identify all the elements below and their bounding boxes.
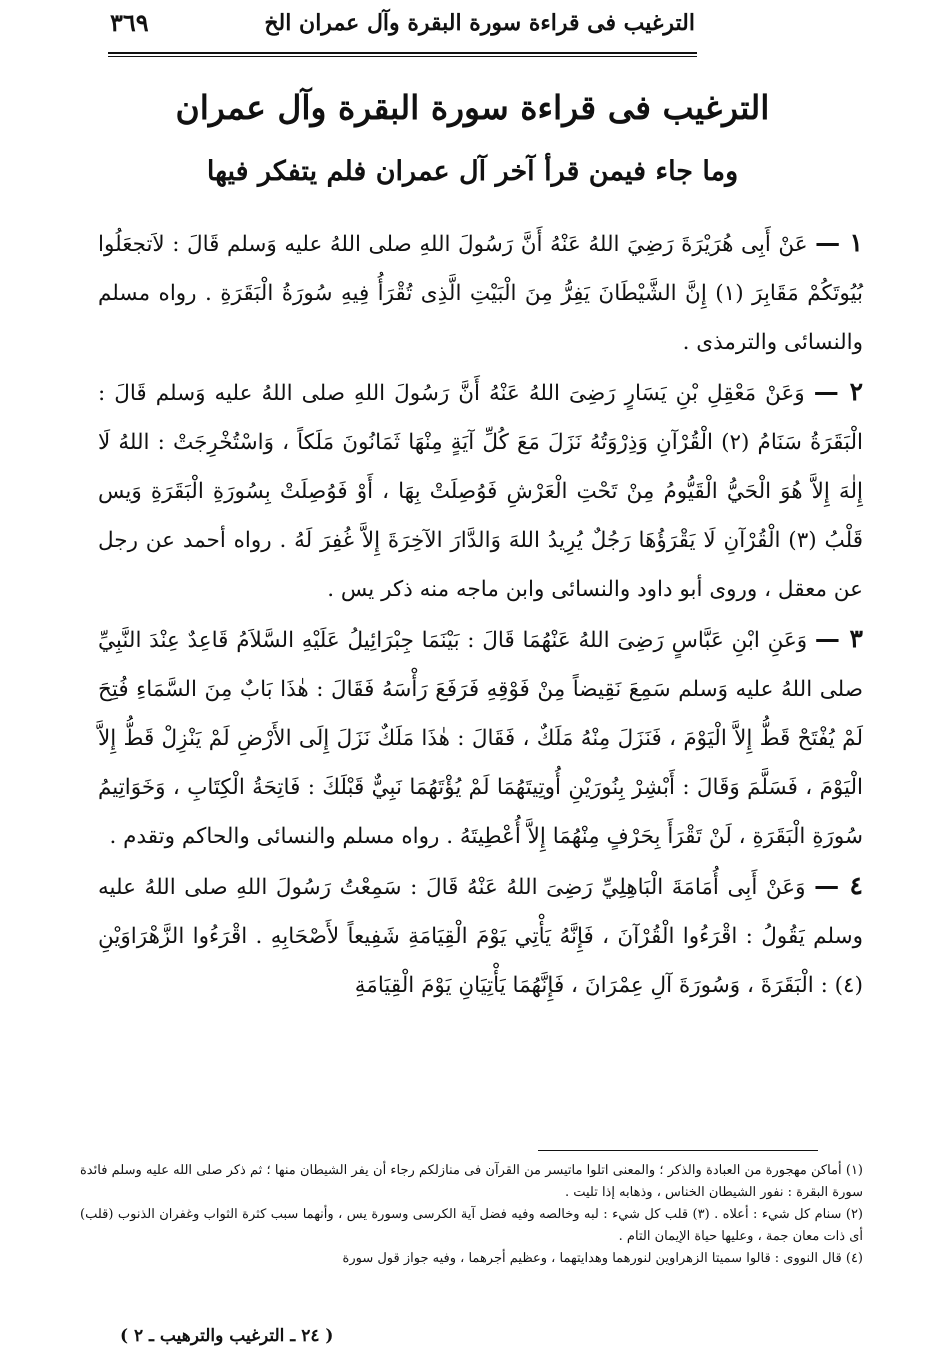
running-head [110,8,695,37]
footnote: (٤) قال النووى : قالوا سميتا الزهراوين لنورهما وهدايتهما ، وعظيم أجرهما ، وفيه جواز قول سورة [342,1251,863,1266]
chapter-title: الترغيب فى قراءة سورة البقرة وآل عمران [175,88,770,127]
signature-footer: ( ٢٤ ـ الترغيب والترهيب ـ ٢ ) [120,1326,334,1346]
hadith-paragraph [98,861,863,1010]
header-rule-thin [108,56,697,57]
hadith-paragraph [98,614,863,861]
footnote: (٢) سنام كل شيء : أعلاه . (٣) قلب كل شيء : لبه وخالصه وفيه فضل آية الكرسى وسورة يس ، وأنهما سبب كثرة الثواب وغفران الذنوب (قلب) أى ذات معان جمة ، وعليها حياة الإيمان التام . [80,1207,863,1244]
hadith-paragraph [98,218,863,367]
hadith-number: ١ — [815,228,863,257]
hadith-text: عَنْ أَبِى هُرَيْرَةَ رَضِيَ اللهُ عَنْهُ أَنَّ رَسُولَ اللهِ صلى اللهُ عليه وَسلم قَالَ : لاَتجعَلُوا بُيُوتَكُمْ مَقَابِرَ (١) إِنَّ الشَّيْطَانَ يَفِرُّ مِنَ الْبَيْتِ الَّذِى تُقْرَأُ فِيهِ سُورَةُ الْبَقَرَةِ . رواه مسلم والنسائى والترمذى . [98,232,863,355]
hadith-text: وَعَنْ أَبِى أُمَامَةَ الْبَاهِلِيِّ رَضِىَ اللهُ عَنْهُ قَالَ : سَمِعْتُ رَسُولَ اللهِ صلى اللهُ عليه وسلم يَقُولُ : اقْرَءُوا الْقُرْآنَ ، فَإِنَّهُ يَأْتِي يَوْمَ الْقِيَامَةِ شَفِيعاً لأَصْحَابِهِ . اقْرَءُوا الزَّهْرَاوَيْنِ (٤) : الْبَقَرَةَ ، وَسُورَةَ آلِ عِمْرَانَ ، فَإِنَّهُمَا يَأْتِيَانِ يَوْمَ الْقِيَامَةِ [98,875,863,998]
hadith-body [98,218,863,1010]
footnote: (١) أماكن مهجورة من العبادة والذكر ؛ والمعنى اتلوا ماتيسر من القرآن فى منازلكم رجاء أن يفر الشيطان منها ؛ ثم ذكر صلى الله عليه وسلم فائدة سورة البقرة : نفور الشيطان الخناس ، وذهابه إذا تليت . [80,1163,863,1200]
hadith-number: ٢ — [813,377,863,406]
hadith-number: ٤ — [814,871,863,900]
running-head-title: الترغيب فى قراءة سورة البقرة وآل عمران الخ [264,9,695,36]
page-number: ٣٦٩ [110,8,149,37]
hadith-text: وَعَنْ مَعْقِلِ بْنِ يَسَارٍ رَضِىَ اللهُ عَنْهُ أَنَّ رَسُولَ اللهِ صلى اللهُ عليه وَسلم قَالَ : الْبَقَرَةُ سَنَامُ (٢) الْقُرْآنِ وَذِرْوَتُهُ نَزَلَ مَعَ كُلِّ آيَةٍ مِنْهَا ثَمَانُونَ مَلَكاً ، وَاسْتُخْرِجَتْ : اللهُ لَا إِلٰهَ إِلاَّ هُوَ الْحَيُّ الْقَيُّومُ مِنْ تَحْتِ الْعَرْشِ فَوُصِلَتْ بِهَا ، أَوْ فَوُصِلَتْ بِسُورَةِ الْبَقَرَةِ وَيس قَلْبُ (٣) الْقُرْآنِ لَا يَقْرَؤُهَا رَجُلٌ يُرِيدُ اللهَ وَالدَّارَ الآخِرَةَ إِلاَّ غُفِرَ لَهُ . رواه أحمد عن رجل عن معقل ، وروى أبو داود والنسائى وابن ماجه منه ذكر يس . [98,381,863,602]
hadith-number: ٣ — [814,624,863,653]
hadith-text: وَعَنِ ابْنِ عَبَّاسٍ رَضِىَ اللهُ عَنْهُمَا قَالَ : بَيْنَمَا جِبْرَائِيلُ عَلَيْهِ السَّلاَمُ قَاعِدٌ عِنْدَ النَّبِيِّ صلى اللهُ عليه وَسلم سَمِعَ نَقِيضاً مِنْ فَوْقِهِ فَرَفَعَ رَأْسَهُ فَقَالَ : هٰذَا بَابٌ مِنَ السَّمَاءِ فُتِحَ لَمْ يُفْتَحْ قَطُّ إِلاَّ الْيَوْمَ ، فَنَزَلَ مِنْهُ مَلَكٌ ، فَقَالَ : هٰذَا مَلَكٌ نَزَلَ إِلَى الأَرْضِ لَمْ يَنْزِلْ قَطُّ إِلاَّ الْيَوْمَ ، فَسَلَّمَ وَقَالَ : أَبْشِرْ بِنُورَيْنِ أُوتِيتَهُمَا لَمْ يُؤْتَهُمَا نَبِيٌّ قَبْلَكَ : فَاتِحَةُ الْكِتَابِ ، وَخَوَاتِيمُ سُورَةِ الْبَقَرَةِ ، لَنْ تَقْرَأَ بِحَرْفٍ مِنْهُمَا إِلاَّ أُعْطِيتَهُ . رواه مسلم والنسائى والحاكم وتقدم . [98,628,863,849]
chapter-subtitle: وما جاء فيمن قرأ آخر آل عمران فلم يتفكر فيها [206,156,739,187]
header-rule [108,52,697,54]
footnotes [80,1160,863,1270]
hadith-paragraph [98,367,863,614]
footnote-rule [538,1150,818,1151]
